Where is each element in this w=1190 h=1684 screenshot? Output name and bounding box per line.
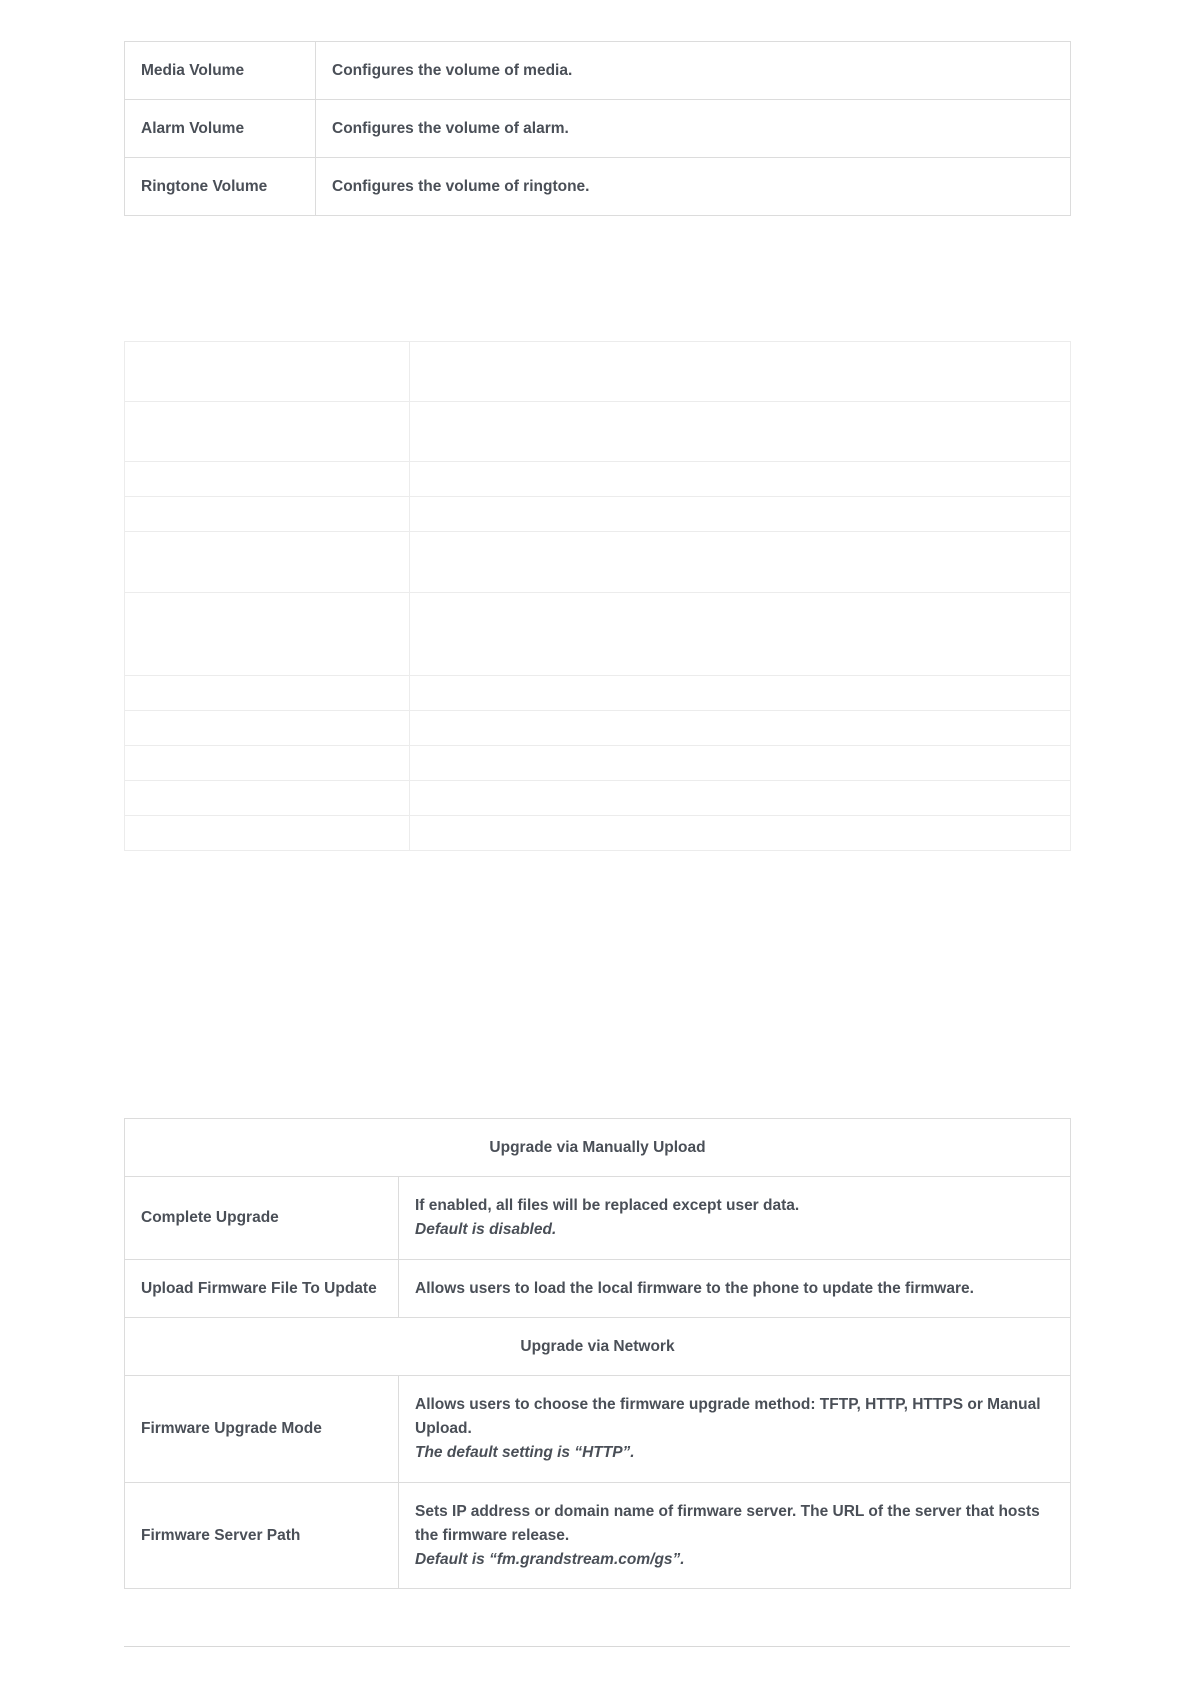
setting-description: If enabled, all files will be replaced except user data. bbox=[415, 1197, 800, 1214]
empty-cell bbox=[125, 497, 410, 532]
table-row bbox=[125, 402, 1071, 462]
table-row bbox=[125, 746, 1071, 781]
blank-table bbox=[124, 341, 1071, 851]
setting-description: Configures the volume of media. bbox=[316, 42, 1071, 100]
section-row bbox=[125, 1119, 1071, 1177]
setting-default: Default is “fm.grandstream.com/gs”. bbox=[415, 1550, 685, 1568]
setting-default: Default is disabled. bbox=[415, 1221, 557, 1238]
table-row bbox=[125, 593, 1071, 676]
empty-cell bbox=[410, 497, 1071, 532]
empty-cell bbox=[410, 676, 1071, 711]
table-row bbox=[125, 158, 1071, 216]
table-row bbox=[125, 462, 1071, 497]
setting-name: Media Volume bbox=[125, 42, 316, 100]
upgrade-settings-table bbox=[124, 1118, 1071, 1589]
table-row bbox=[125, 497, 1071, 532]
table-row bbox=[125, 816, 1071, 851]
empty-cell bbox=[410, 711, 1071, 746]
table-row bbox=[125, 1483, 1071, 1589]
section-row bbox=[125, 1318, 1071, 1376]
table-row bbox=[125, 1376, 1071, 1483]
setting-default: The default setting is “HTTP”. bbox=[415, 1444, 635, 1461]
setting-description: Allows users to load the local firmware to the phone to update the firmware. bbox=[399, 1260, 1071, 1318]
setting-description: Sets IP address or domain name of firmware server. The URL of the server that hosts the firmware release. bbox=[415, 1502, 1040, 1544]
empty-cell bbox=[125, 711, 410, 746]
table-row bbox=[125, 42, 1071, 100]
section-header-network: Upgrade via Network bbox=[125, 1318, 1071, 1376]
table-row bbox=[125, 100, 1071, 158]
empty-cell bbox=[125, 781, 410, 816]
setting-description: Configures the volume of alarm. bbox=[316, 100, 1071, 158]
setting-name: Ringtone Volume bbox=[125, 158, 316, 216]
empty-cell bbox=[125, 676, 410, 711]
setting-description: Allows users to choose the firmware upgrade method: TFTP, HTTP, HTTPS or Manual Upload. bbox=[415, 1396, 1041, 1437]
empty-cell bbox=[410, 402, 1071, 462]
empty-cell bbox=[410, 746, 1071, 781]
setting-description-cell bbox=[399, 1376, 1071, 1483]
empty-cell bbox=[410, 593, 1071, 676]
empty-cell bbox=[125, 746, 410, 781]
setting-name: Alarm Volume bbox=[125, 100, 316, 158]
empty-cell bbox=[410, 342, 1071, 402]
table-row bbox=[125, 1177, 1071, 1260]
table-row bbox=[125, 781, 1071, 816]
empty-cell bbox=[125, 532, 410, 593]
table-row bbox=[125, 676, 1071, 711]
empty-cell bbox=[125, 402, 410, 462]
empty-cell bbox=[125, 462, 410, 497]
setting-name: Firmware Server Path bbox=[125, 1483, 399, 1589]
empty-cell bbox=[125, 342, 410, 402]
setting-description: Configures the volume of ringtone. bbox=[316, 158, 1071, 216]
setting-description-cell bbox=[399, 1177, 1071, 1260]
empty-cell bbox=[125, 593, 410, 676]
empty-cell bbox=[410, 816, 1071, 851]
volume-settings-table bbox=[124, 41, 1071, 216]
empty-cell bbox=[410, 532, 1071, 593]
empty-cell bbox=[410, 781, 1071, 816]
setting-name: Firmware Upgrade Mode bbox=[125, 1376, 399, 1483]
empty-cell bbox=[410, 462, 1071, 497]
section-header-manual-upload: Upgrade via Manually Upload bbox=[125, 1119, 1071, 1177]
table-row bbox=[125, 532, 1071, 593]
setting-name: Upload Firmware File To Update bbox=[125, 1260, 399, 1318]
table-row bbox=[125, 1260, 1071, 1318]
table-row bbox=[125, 711, 1071, 746]
footer-divider bbox=[124, 1646, 1070, 1647]
setting-description-cell bbox=[399, 1483, 1071, 1589]
empty-cell bbox=[125, 816, 410, 851]
table-row bbox=[125, 342, 1071, 402]
setting-name: Complete Upgrade bbox=[125, 1177, 399, 1260]
